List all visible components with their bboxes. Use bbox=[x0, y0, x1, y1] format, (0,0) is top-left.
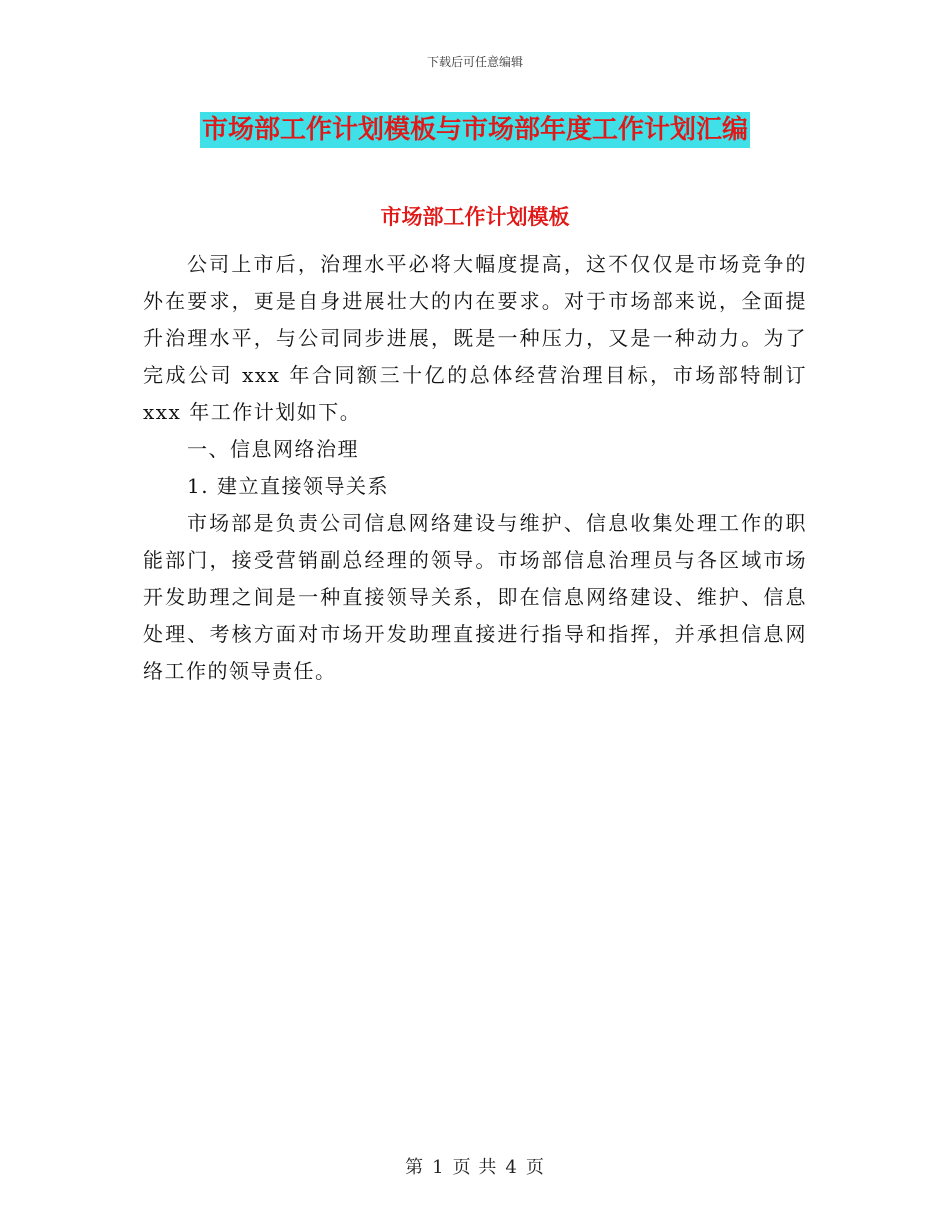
section-title: 市场部工作计划模板 bbox=[380, 204, 570, 229]
paragraph-market-dept: 市场部是负责公司信息网络建设与维护、信息收集处理工作的职能部门，接受营销副总经理的领导。市场部信息治理员与各区域市场开发助理之间是一种直接领导关系，即在信息网络建设、维护、信息处理、考核方面对市场开发助理直接进行指导和指挥，并承担信息网络工作的领导责任。 bbox=[143, 511, 807, 683]
main-title-wrap bbox=[0, 112, 950, 148]
page-footer bbox=[0, 1153, 950, 1179]
body-text bbox=[143, 246, 807, 690]
main-title: 市场部工作计划模板与市场部年度工作计划汇编 bbox=[200, 112, 750, 148]
footer-suffix: 页 bbox=[525, 1157, 545, 1178]
heading-info-network: 一、信息网络治理 bbox=[187, 437, 359, 461]
heading-direct-leadership: 1. 建立直接领导关系 bbox=[187, 474, 389, 498]
footer-total-pages: 4 bbox=[505, 1157, 518, 1178]
footer-prefix: 第 bbox=[405, 1157, 425, 1178]
page-header-note: 下载后可任意编辑 bbox=[426, 55, 523, 69]
paragraph-intro: 公司上市后，治理水平必将大幅度提高，这不仅仅是市场竞争的外在要求，更是自身进展壮大的内在要求。对于市场部来说，全面提升治理水平，与公司同步进展，既是一种压力，又是一种动力。为了完成公司 xxx 年合同额三十亿的总体经营治理目标，市场部特制订 xxx 年工作计划如下。 bbox=[143, 252, 807, 424]
footer-middle: 页 共 bbox=[452, 1157, 498, 1178]
footer-current-page: 1 bbox=[432, 1157, 445, 1178]
